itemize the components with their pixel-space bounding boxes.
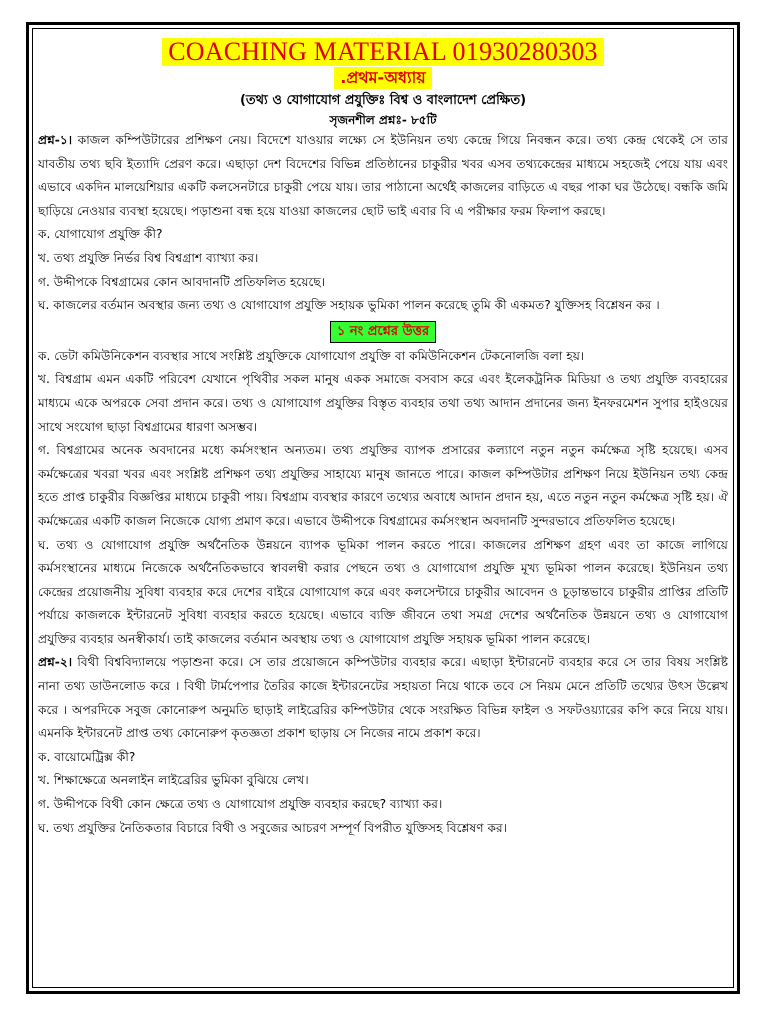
- answer-1-part-ka: ক. ডেটা কমিউনিকেশন ব্যবস্থার সাথে সংশ্লিষ্ট প্রযুক্তিকে যোগাযোগ প্রযুক্তি বা কমিউনিকেশন টেকনোলজি বলা হয়।: [38, 348, 585, 363]
- question-2-stem: [38, 651, 728, 745]
- question-2-part-kha: খ. শিক্ষাক্ষেত্রে অনলাইন লাইব্রেরির ভুমিকা বুঝিয়ে লেখ।: [38, 773, 309, 788]
- answer-1-part-kha: খ. বিশ্বগ্রাম এমন একটি পরিবেশ যেখানে পৃথিবীর সকল মানুষ একক সমাজে বসবাস করে এবং ইলেকট্রনিক মিডিয়া ও তথ্য প্রযুক্তি ব্যবহারের মাধ্যমে একে অপরকে সেবা প্রদান করে। তথ্য ও যোগাযোগ প্রযুক্তির বিস্তৃত ব্যবহার তথা তথ্য আদান প্রদানের জন্য ইনফরমেশন সুপার হাইওয়ের সাথে সংযোগ ছাড়া বিশ্বগ্রামের ধারণা অসম্ভব।: [38, 372, 728, 434]
- question-1-part-kha: খ. তথ্য প্রযুক্তি নির্ভর বিশ্ব বিশ্বগ্রাশ ব্যাখ্যা কর।: [38, 250, 259, 265]
- creative-question-count: সৃজনশীল প্রশ্নঃ- ৮৫টি: [329, 113, 437, 127]
- question-1-part-ga: গ. উদ্দীপকে বিশ্বগ্রামের কোন আবদানটি প্রতিফলিত হয়েছে।: [38, 274, 326, 289]
- document-header: [38, 38, 728, 129]
- question-2-part-gha: ঘ. তথ্য প্রযুক্তির নৈতিকতার বিচারে বিথী ও সবুজের আচরণ সম্পূর্ণ বিপরীত যুক্তিসহ বিশ্লেষণ কর।: [38, 820, 508, 835]
- answer-1-part-ga: গ. বিশ্বগ্রামের অনেক অবদানের মধ্যে কর্মসংস্থান অন্যতম। তথ্য প্রযুক্তির ব্যাপক প্রসারের কল্যাণে নতুন নতুন কর্মক্ষেত্র সৃষ্টি হয়েছে। এসব কর্মক্ষেত্রের খবরা খবর এবং সংশ্লিষ্ট প্রশিক্ষণ তথ্য প্রযুক্তির সাহায্যে মানুষ জানতে পারে। কাজল কম্পিউটার প্রশিক্ষণ নিয়ে ইউনিয়ন তথ্য কেন্দ্র হতে প্রাপ্ত চাকুরীর বিজ্ঞপ্তির মাধ্যমে চাকুরী পায়। বিশ্বগ্রাম ব্যবস্থার কারণে তথ্যের অবাধে আদান প্রদান হয়, এতে নতুন নতুন কর্মক্ষেত্র সৃষ্টি হয়। ঐ কর্মক্ষেত্রের একটি কাজল নিজেকে যোগ্য প্রমাণ করে। এভাবে উদ্দীপকে বিশ্বগ্রামের কর্মসংস্থান অবদানটি সুন্দরভাবে প্রতিফলিত হয়েছে।: [38, 443, 728, 528]
- answer-1-part-gha: ঘ. তথ্য ও যোগাযোগ প্রযুক্তি অর্থনৈতিক উন্নয়নে ব্যাপক ভূমিকা পালন করতে পারে। কাজলের প্রশিক্ষণ গ্রহণ এবং তা কাজে লাগিয়ে কর্মসংস্থানের মাধ্যমে নিজেকে অর্থনৈতিকভাবে স্বাবলম্বী করার পেছনে তথ্য ও যোগাযোগ প্রযুক্তি মূখ্য ভূমিকা পালন করেছে। ইউনিয়ন তথ্য কেন্দ্রের প্রয়োজনীয় সুবিধা ব্যবহার করে দেশের বাইরে যোগাযোগ করে এবং কলসেন্টারে চাকুরীর আবেদন ও চূড়ান্তভাবে চাকুরীর প্রাপ্তির প্রতিটি পর্যায়ে কাজলকে ইন্টারনেট সুবিধা ব্যবহার করতে হয়েছে। এভাবে ব্যক্তি জীবনে তথা সমগ্র দেশের অর্থনৈতিক উন্নয়নে তথ্য ও যোগাযোগ প্রযুক্তির ব্যবহার অনস্বীকার্য। তাই কাজলের বর্তমান অবস্থায় তথ্য ও যোগাযোগ প্রযুক্তি সহায়ক ভূমিকা পালন করেছে।: [38, 537, 728, 646]
- document-title: COACHING MATERIAL 01930280303: [162, 38, 604, 66]
- answer-1-heading-wrap: [38, 320, 728, 343]
- chapter-subtitle: (তথ্য ও যোগাযোগ প্রযুক্তিঃ বিশ্ব ও বাংলাদেশ প্রেক্ষিত): [239, 93, 527, 108]
- question-2-label: প্রশ্ন-২।: [38, 655, 73, 670]
- question-2-part-ka: ক. বায়োমেট্রিক্স কী?: [38, 749, 136, 764]
- question-1-label: প্রশ্ন-১।: [38, 133, 73, 147]
- question-1-text: কাজল কম্পিউটারের প্রশিক্ষণ নেয়। বিদেশে যাওয়ার লক্ষ্যে সে ইউনিয়ন তথ্য কেন্দ্রে গিয়ে নিবন্ধন করে। তথ্য কেন্দ্র থেকেই সে তার যাবতীয় তথ্য ছবি ইত্যাদি প্রেরণ করে। এছাড়া দেশ বিদেশের বিভিন্ন প্রতিষ্ঠানের চাকুরীর খবর এসব তথ্যকেন্দ্রের মাধ্যমে সহজেই পেয়ে যায় এবং এভাবে একদিন মালয়েশিয়ার একটি কলসেনটারে চাকুরী পেয়ে যায়। তার পাঠানো অর্থেই কাজলের বাড়িতে এ বছর পাকা ঘর উঠেছে। বন্ধকি জমি ছাড়িয়ে নেওয়ার ব্যবস্থা হয়েছে। পড়াশুনা বন্ধ হয়ে যাওয়া কাজলের ছোট ভাই এবার বি এ পরীক্ষার ফরম ফিলাপ করছে।: [38, 133, 728, 218]
- question-1-part-ka: ক. যোগাযোগ প্রযুক্তি কী?: [38, 227, 163, 242]
- page-content: [38, 38, 728, 840]
- question-1-part-gha: ঘ. কাজলের বর্তমান অবস্থার জন্য তথ্য ও যোগাযোগ প্রযুক্তি সহায়ক ভুমিকা পালন করেছে তুমি কী একমত? যুক্তিসহ বিশ্লেষন কর ।: [38, 298, 660, 313]
- question-1-stem: [38, 129, 728, 223]
- question-2-text: বিথী বিশ্ববিদ্যালয়ে পড়াশুনা করে। সে তার প্রয়োজনে কম্পিউটার ব্যবহার করে। এছাড়া ইন্টারনেট ব্যবহার করে সে তার বিষয় সংশ্লিষ্ট নানা তথ্য ডাউনলোড করে । বিথী টার্মপেপার তৈরির কাজে ইন্টারনেটের সহায়তা নিয়ে থাকে তবে সে নিয়ম মেনে প্রতিটি তথ্যের উৎস উল্লেখ করে । অপরদিকে সবুজ কোনোরুপ অনুমতি ছাড়াই লাইব্রেরির কম্পিউটার থেকে সংরক্ষিত বিভিন্ন ফাইল ও সফটওয়্যারের কপি করে নিয়ে যায়। এমনকি ইন্টারনেট প্রাপ্ত তথ্য কোনোরুপ কৃতজ্ঞতা প্রকাশ ছাড়ায় সে নিজের নামে প্রকাশ করে।: [38, 655, 728, 741]
- answer-1-heading: ১ নং প্রশ্নের উত্তর: [330, 321, 436, 343]
- chapter-heading: .প্রথম-অধ্যায়: [334, 67, 431, 89]
- question-2-part-ga: গ. উদ্দীপকে বিথী কোন ক্ষেত্রে তথ্য ও যোগাযোগ প্রযুক্তি ব্যবহার করছে? ব্যাখ্যা কর।: [38, 797, 443, 812]
